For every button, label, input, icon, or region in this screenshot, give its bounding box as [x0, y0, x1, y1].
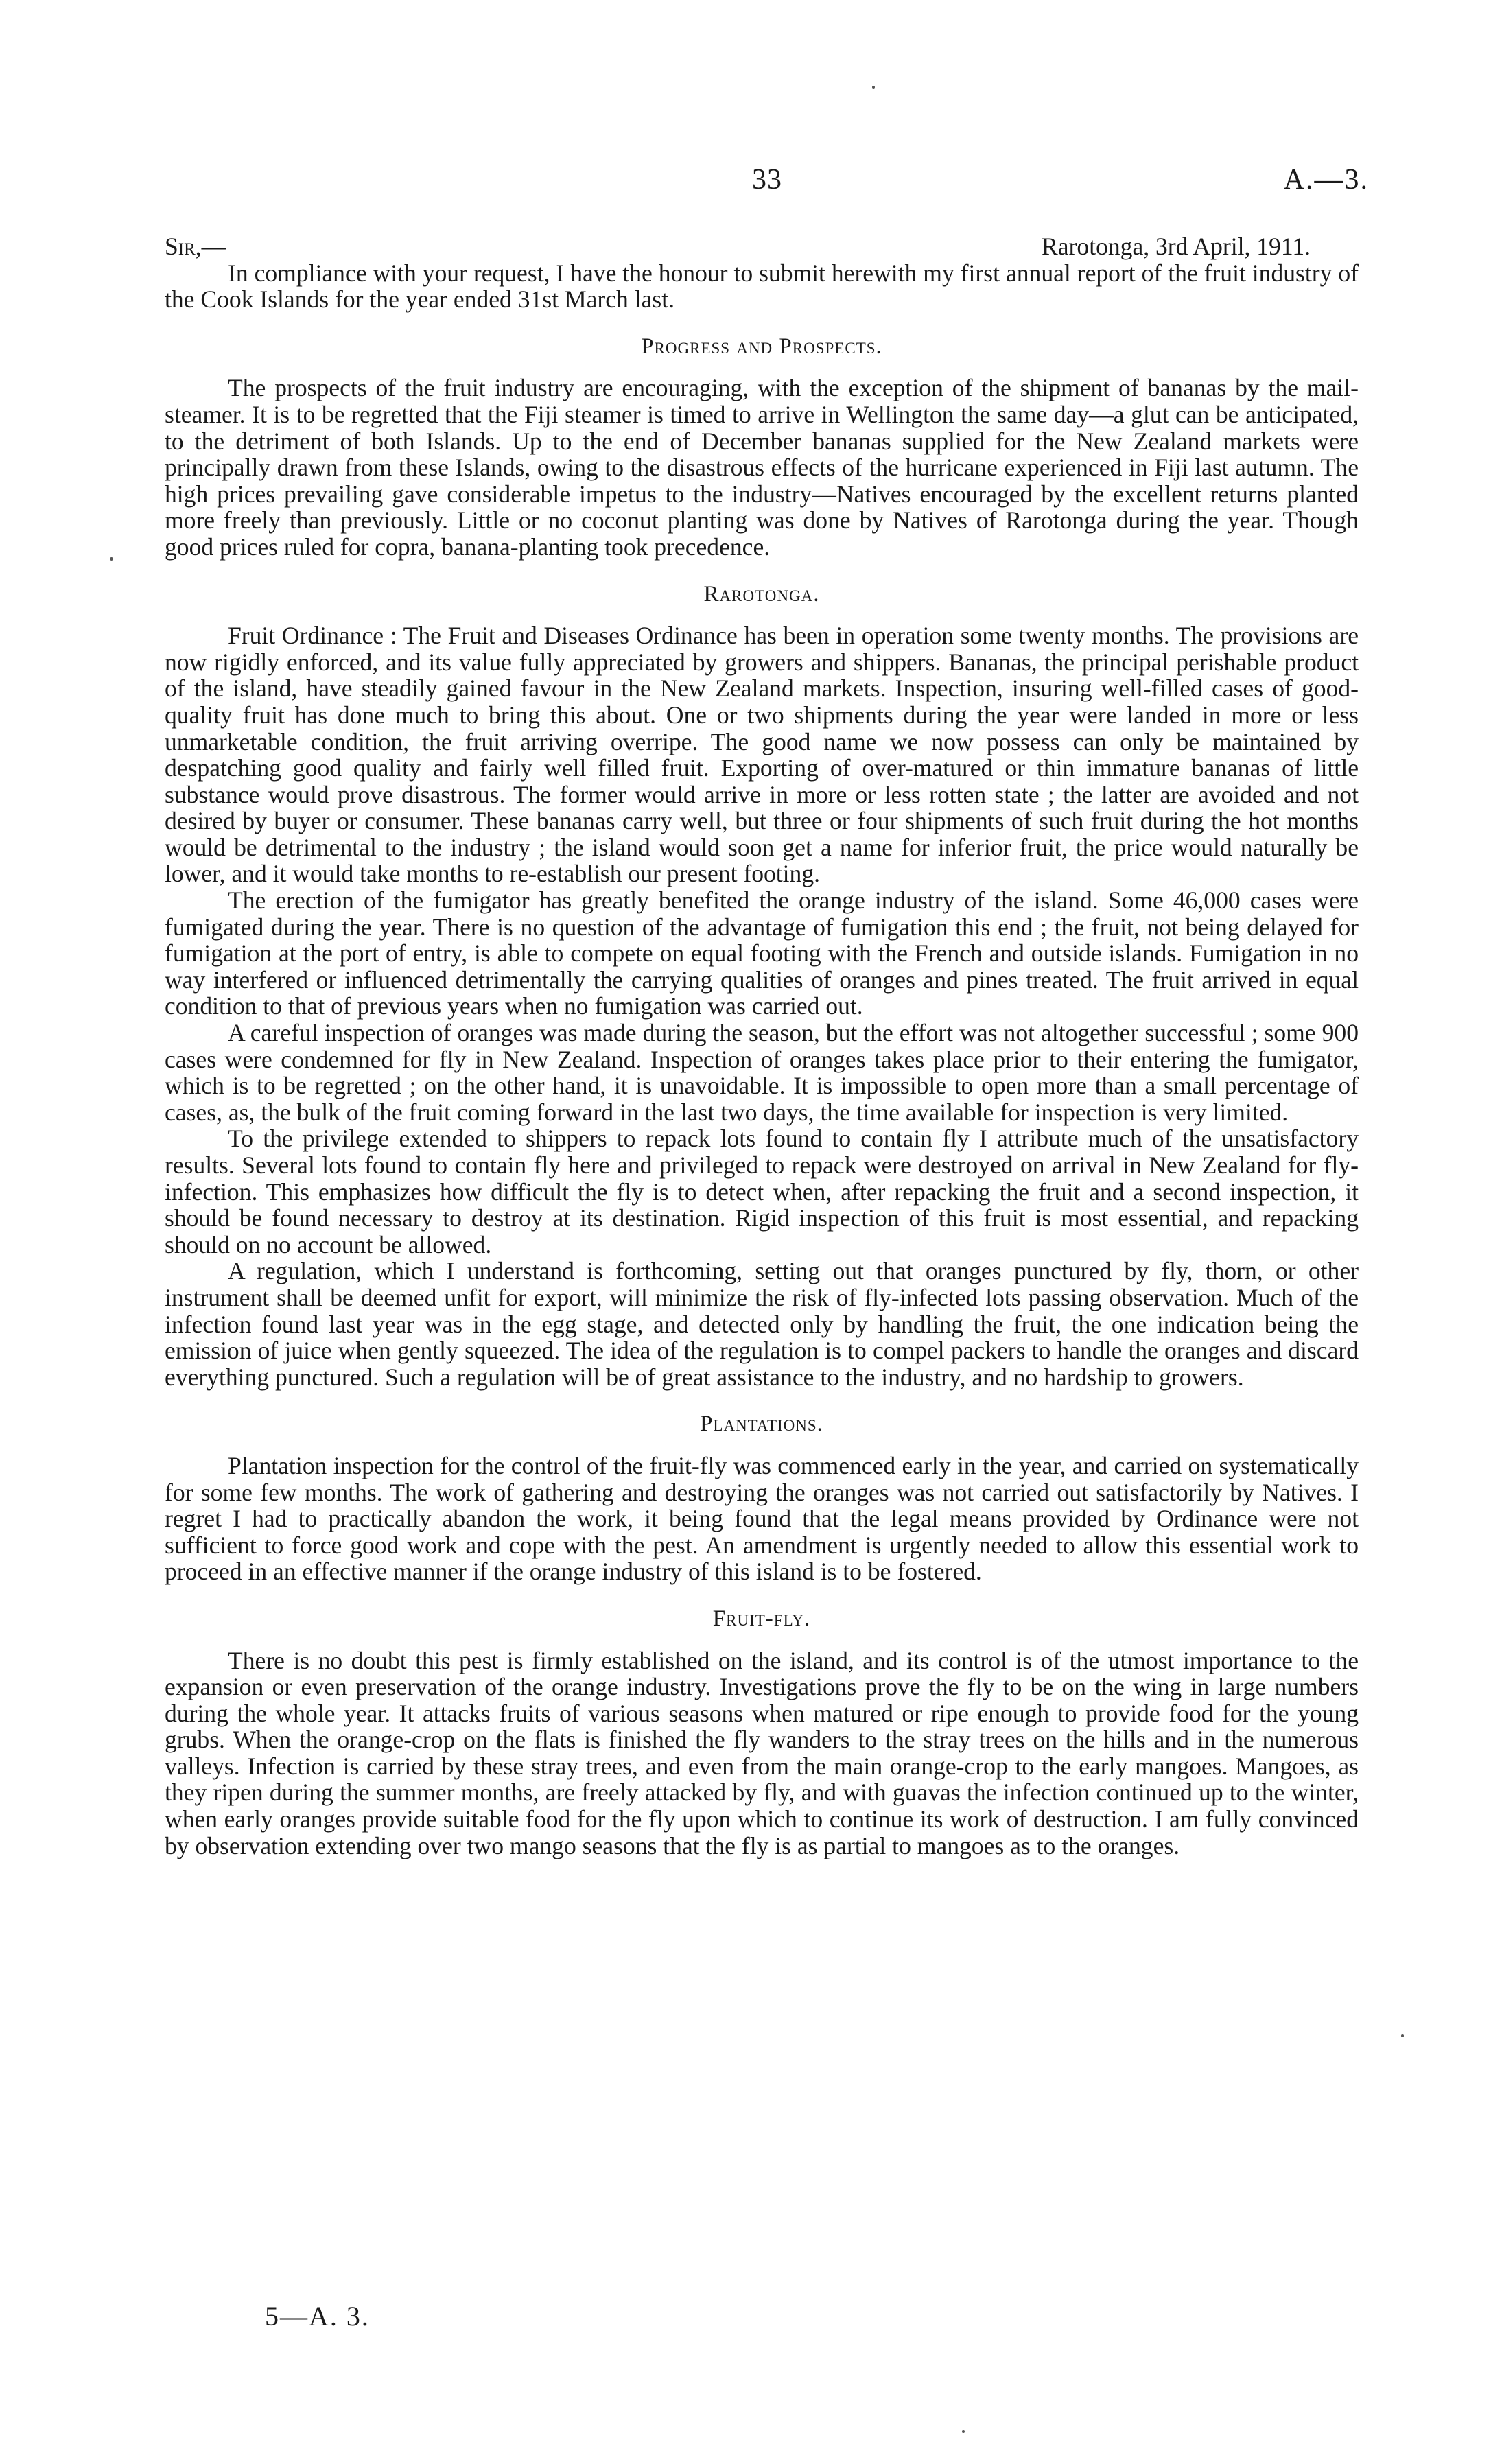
intro-paragraph: In compliance with your request, I have the honour to submit herewith my first annual report of the fruit industry of the Cook Islands for the year ended 31st March last. [165, 259, 1359, 314]
page-header [0, 163, 1491, 204]
paragraph: The prospects of the fruit industry are encouraging, with the exception of the shipment of bananas by the mail-steamer. It is to be regretted that the Fiji steamer is timed to arrive in Wellington the same day—a glut can be anticipated, to the detriment of both Islands. Up to the end of December bananas supplied for the New Zealand markets were principally drawn from these Islands, owing to the disastrous effects of the hurricane experienced in Fiji last autumn. The high prices prevailing gave considerable impetus to the industry—Natives encouraged by the excellent returns planted more freely than previously. Little or no coconut planting was done by Natives of Rarotonga during the year. Though good prices ruled for copra, banana-planting took precedence. [165, 374, 1359, 561]
body-text [165, 233, 1359, 1859]
heading-plantations: Plantations. [700, 1411, 823, 1437]
heading-fruit-fly: Fruit-fly. [712, 1606, 811, 1631]
place-and-date: Rarotonga, 3rd April, 1911. [1042, 233, 1311, 260]
scan-speck [872, 86, 875, 89]
signature-mark: 5—A. 3. [265, 2301, 370, 2332]
scan-speck [110, 557, 113, 561]
paragraph: Plantation inspection for the control of the fruit-fly was commenced early in the year, and carried on systematically for some few months. The work of gathering and destroying the oranges was not carried out satisfactorily by Natives. I regret I had to practically abandon the work, it being found that the legal means provided by Ordinance were not sufficient to force good work and cope with the pest. An amendment is urgently needed to allow this essential work to proceed in an effective manner if the orange industry of this island is to be fostered. [165, 1451, 1359, 1586]
paragraph: Fruit Ordinance : The Fruit and Diseases Ordinance has been in operation some twenty months. The provisions are now rigidly enforced, and its value fully appreciated by growers and shippers. Bananas, the principal perishable product of the island, have steadily gained favour in the New Zealand markets. Inspection, insuring well-filled cases of good-quality fruit has done much to bring this about. One or two shipments during the year were landed in more or less unmarketable condition, the fruit arriving overripe. The good name we now possess can only be maintained by despatching good quality and fairly well filled fruit. Exporting of over-matured or thin immature bananas of little substance would prove disastrous. The former would arrive in more or less rotten state ; the latter are avoided and not desired by buyer or consumer. These bananas carry well, but three or four shipments of such fruit during the hot months would be detrimental to the industry ; the island would soon get a name for inferior fruit, the price would naturally be lower, and it would take months to re-establish our present footing. [165, 622, 1359, 888]
heading-rarotonga: Rarotonga. [703, 581, 820, 607]
paragraph: To the privilege extended to shippers to repack lots found to contain fly I attribute much of the unsatisfactory results. Several lots found to contain fly here and privileged to repack were destroyed on arrival in New Zealand for fly-infection. This emphasizes how difficult the fly is to detect when, after repacking the fruit and a second inspection, it should be found necessary to destroy at its destination. Rigid inspection of this fruit is most essential, and repacking should on no account be allowed. [165, 1125, 1359, 1258]
letter-opening [165, 233, 1359, 260]
paragraph: There is no doubt this pest is firmly established on the island, and its control is of the utmost importance to the expansion or even preservation of the orange industry. Investigations prove the fly to be on the wing in large numbers during the whole year. It attacks fruits of various seasons when matured or ripe enough to provide food for the young grubs. When the orange-crop on the flats is finished the fly wanders to the stray trees on the hills and in the numerous valleys. Infection is carried by these stray trees, and even from the main orange-crop to the early mangoes. Mangoes, as they ripen during the summer months, are freely attacked by fly, and with guavas the infection continued up to the winter, when early oranges provide suitable food for the fly upon which to continue its work of destruction. I am fully convinced by observation extending over two mango seasons that the fly is as partial to mangoes as to the oranges. [165, 1646, 1359, 1859]
paragraph: A careful inspection of oranges was made during the season, but the effort was not altogether successful ; some 900 cases were condemned for fly in New Zealand. Inspection of oranges takes place prior to their entering the fumigator, which is to be regretted ; on the other hand, it is unavoidable. It is impossible to open more than a small percentage of cases, as, the bulk of the fruit coming forward in the last two days, the time available for inspection is very limited. [165, 1019, 1359, 1126]
page-number: 33 [752, 164, 782, 196]
paragraph: A regulation, which I understand is forthcoming, setting out that oranges punctured by fly, thorn, or other instrument shall be deemed unfit for export, will minimize the risk of fly-infected lots passing observation. Much of the infection found last year was in the egg stage, and detected only by handling the fruit, the one indication being the emission of juice when gently squeezed. The idea of the regulation is to compel packers to handle the oranges and discard everything punctured. Such a regulation will be of great assistance to the industry, and no hardship to growers. [165, 1257, 1359, 1391]
scan-speck [962, 2430, 965, 2433]
scan-speck [1401, 2034, 1404, 2037]
paragraph: The erection of the fumigator has greatly benefited the orange industry of the island. Some 46,000 cases were fumigated during the year. There is no question of the advantage of fumigation this end ; the fruit, not being delayed for fumigation at the port of entry, is able to compete on equal footing with the French and outside islands. Fumigation in no way interfered or influenced detrimentally the carrying qualities of oranges and pines treated. The fruit arrived in equal condition to that of previous years when no fumigation was carried out. [165, 887, 1359, 1020]
heading-progress-and-prospects: Progress and Prospects. [641, 333, 882, 359]
document-reference: A.—3. [1283, 164, 1369, 196]
salutation: Sir,— [165, 233, 226, 260]
